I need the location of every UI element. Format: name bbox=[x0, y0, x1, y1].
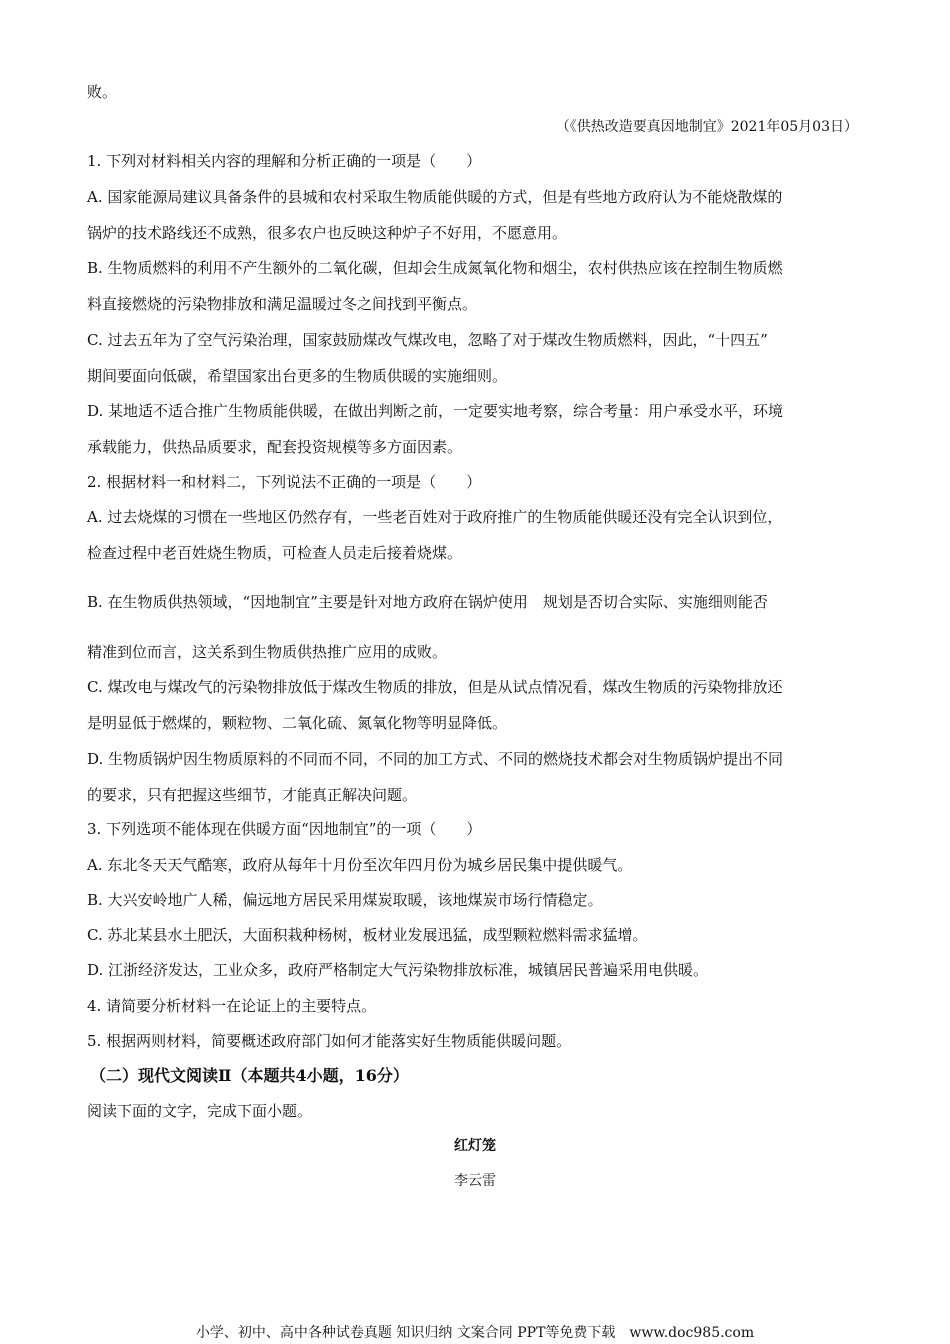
source-citation: （《供热改造要真因地制宜》2021年05月03日） bbox=[555, 119, 858, 135]
question-2-option-c: C. 煤改电与煤改气的污染物排放低于煤改生物质的排放，但是从试点情况看，煤改生物质的污染物排放还 bbox=[87, 678, 783, 696]
question-1-option-c-cont: 期间要面向低碳，希望国家出台更多的生物质供暖的实施细则。 bbox=[87, 367, 508, 385]
question-2-option-d: D. 生物质锅炉因生物质原料的不同而不同，不同的加工方式、不同的燃烧技术都会对生物质锅炉提出不同 bbox=[87, 750, 784, 768]
question-5: 5. 根据两则材料，简要概述政府部门如何才能落实好生物质能供暖问题。 bbox=[87, 1032, 572, 1050]
question-3-option-d: D. 江浙经济发达，工业众多，政府严格制定大气污染物排放标准，城镇居民普遍采用电供暖。 bbox=[87, 961, 709, 979]
question-3: 3. 下列选项不能体现在供暖方面“因地制宜”的一项（ ） bbox=[87, 820, 482, 838]
page-footer: 小学、初中、高中各种试卷真题 知识归纳 文案合同 PPT等免费下载 www.doc985.com bbox=[195, 1325, 755, 1341]
reading-instruction: 阅读下面的文字，完成下面小题。 bbox=[87, 1102, 313, 1120]
question-1-option-a-cont: 锅炉的技术路线还不成熟，很多农户也反映这种炉子不好用，不愿意用。 bbox=[87, 224, 568, 242]
question-1-option-d: D. 某地适不适合推广生物质能供暖，在做出判断之前，一定要实地考察，综合考量：用户承受水平，环境 bbox=[87, 402, 784, 420]
question-2-option-a-cont: 检查过程中老百姓烧生物质，可检查人员走后接着烧煤。 bbox=[87, 544, 463, 562]
question-2-option-a: A. 过去烧煤的习惯在一些地区仍然存有，一些老百姓对于政府推广的生物质能供暖还没有完全认识到位， bbox=[87, 508, 783, 526]
question-2: 2. 根据材料一和材料二，下列说法不正确的一项是（ ） bbox=[87, 473, 482, 491]
question-3-option-a: A. 东北冬天天气酷寒，政府从每年十月份至次年四月份为城乡居民集中提供暖气。 bbox=[87, 856, 633, 874]
question-2-option-b: B. 在生物质供热领域，“因地制宜”主要是针对地方政府在锅炉使用 规划是否切合实际、实施细则能否 bbox=[87, 593, 768, 611]
question-1-option-c: C. 过去五年为了空气污染治理，国家鼓励煤改气煤改电，忽略了对于煤改生物质燃料，因此，“十四五” bbox=[87, 331, 768, 349]
text-line: 败。 bbox=[87, 83, 118, 101]
question-4: 4. 请简要分析材料一在论证上的主要特点。 bbox=[87, 997, 377, 1015]
question-3-option-c: C. 苏北某县水土肥沃，大面积栽种杨树，板材业发展迅猛，成型颗粒燃料需求猛增。 bbox=[87, 926, 648, 944]
section-heading: （二）现代文阅读Ⅱ（本题共4小题，16分） bbox=[90, 1066, 409, 1085]
question-1-option-a: A. 国家能源局建议具备条件的县城和农村采取生物质能供暖的方式，但是有些地方政府认为不能烧散煤的 bbox=[87, 188, 783, 206]
question-3-option-b: B. 大兴安岭地广人稀，偏远地方居民采用煤炭取暖，该地煤炭市场行情稳定。 bbox=[87, 891, 603, 909]
question-1-option-b-cont: 料直接燃烧的污染物排放和满足温暖过冬之间找到平衡点。 bbox=[87, 295, 478, 313]
question-2-option-d-cont: 的要求，只有把握这些细节，才能真正解决问题。 bbox=[87, 786, 418, 804]
question-1-option-b: B. 生物质燃料的利用不产生额外的二氧化碳，但却会生成氮氧化物和烟尘，农村供热应该在控制生物质燃 bbox=[87, 259, 783, 277]
question-1-option-d-cont: 承载能力，供热品质要求，配套投资规模等多方面因素。 bbox=[87, 438, 463, 456]
question-2-option-c-cont: 是明显低于燃煤的，颗粒物、二氧化硫、氮氧化物等明显降低。 bbox=[87, 714, 508, 732]
story-title: 红灯笼 bbox=[454, 1138, 496, 1154]
story-author: 李云雷 bbox=[454, 1173, 496, 1189]
question-2-option-b-cont: 精准到位而言，这关系到生物质供热推广应用的成败。 bbox=[87, 643, 448, 661]
question-1: 1. 下列对材料相关内容的理解和分析正确的一项是（ ） bbox=[87, 152, 482, 170]
